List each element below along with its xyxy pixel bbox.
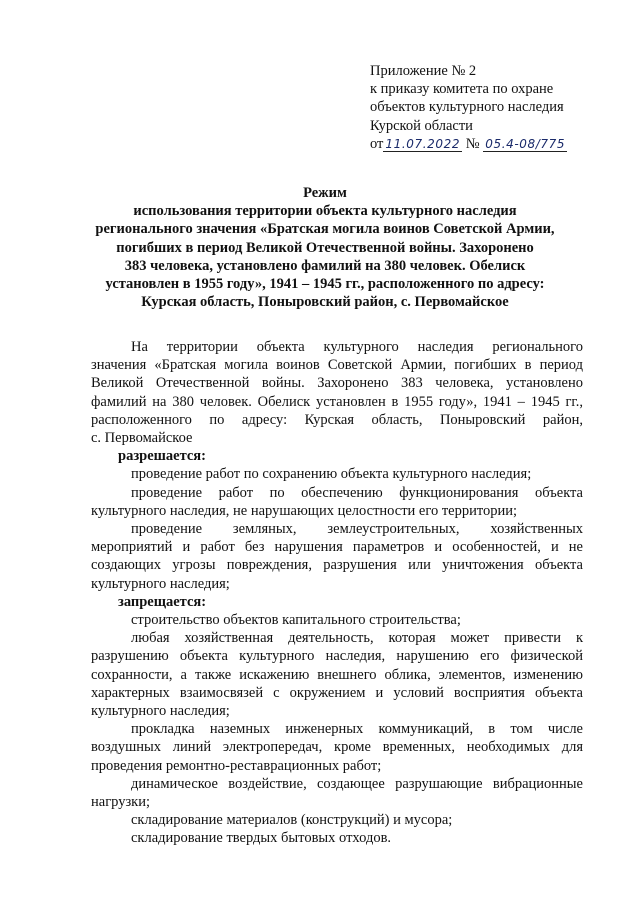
title-line: установлен в 1955 году», 1941 – 1945 гг., расположенного по адресу:: [105, 276, 545, 293]
allowed-item-1: проведение работ по сохранению объекта культурного наследия;: [131, 466, 532, 483]
forbidden-item-4: динамическое воздействие, создающее разрушающие вибрационные: [131, 775, 583, 792]
intro-line: фамилий на 380 человек. Обелиск установлен в 1955 году», 1941 – 1945 гг.,: [91, 393, 583, 410]
forbidden-item-5: складирование материалов (конструкций) и мусора;: [131, 812, 453, 829]
allowed-item-3: проведение земляных, землеустроительных, хозяйственных: [131, 521, 583, 538]
intro-line: Великой Отечественной войны. Захоронено 383 человека, установлено: [91, 375, 583, 392]
title-line: погибших в период Великой Отечественной войны. Захоронено: [116, 239, 534, 256]
forbidden-heading: запрещается:: [118, 593, 207, 610]
allowed-item-3-cont: создающих угрозы повреждения, разрушения или уничтожения объекта: [91, 557, 583, 574]
allowed-item-3-cont: культурного наследия;: [91, 575, 230, 592]
intro-line: На территории объекта культурного наследия регионального: [131, 339, 583, 355]
intro-line: с. Первомайское: [91, 430, 193, 447]
intro-line: расположенного по адресу: Курская область, Поныровский район,: [91, 411, 583, 428]
allowed-item-3-cont: мероприятий и работ без нарушения параметров и особенностей, и не: [91, 539, 583, 556]
forbidden-item-2-cont: разрушению объекта культурного наследия, нарушению его физической: [91, 648, 583, 665]
forbidden-item-2-cont: культурного наследия;: [91, 703, 230, 720]
handwritten-number: 05.4-08/775: [485, 136, 566, 151]
allowed-item-2-cont: культурного наследия, не нарушающих целостности его территории;: [91, 502, 518, 519]
title-line: 383 человека, установлено фамилий на 380 человек. Обелиск: [124, 257, 526, 274]
title-line: Курская область, Поныровский район, с. Первомайское: [141, 294, 509, 311]
appendix-line: Курской области: [370, 117, 473, 134]
appendix-header: [370, 62, 620, 153]
forbidden-item-3-cont: проведения ремонтно-реставрационных работ;: [91, 757, 382, 774]
appendix-line: объектов культурного наследия: [370, 99, 564, 116]
document-body: [91, 338, 583, 848]
title-line: регионального значения «Братская могила воинов Советской Армии,: [95, 221, 555, 238]
forbidden-item-2-cont: характерных взаимосвязей с окружением и условий восприятия объекта: [91, 684, 583, 701]
document-title: [80, 184, 570, 311]
from-prefix: от: [370, 135, 384, 152]
forbidden-item-3-cont: воздушных линий электропередач, кроме временных, необходимых для: [91, 739, 583, 756]
forbidden-item-2: любая хозяйственная деятельность, которая может привести к: [131, 630, 583, 647]
forbidden-item-3: прокладка наземных инженерных коммуникаций, в том числе: [131, 721, 583, 738]
allowed-heading: разрешается:: [118, 448, 206, 465]
allowed-item-2: проведение работ по обеспечению функционирования объекта: [131, 484, 583, 501]
forbidden-item-1: строительство объектов капитального строительства;: [131, 612, 461, 629]
handwritten-date: 11.07.2022: [385, 136, 461, 151]
appendix-line: к приказу комитета по охране: [370, 81, 554, 98]
intro-line: значения «Братская могила воинов Советской Армии, погибших в период: [91, 357, 583, 374]
appendix-line: Приложение № 2: [370, 63, 477, 79]
number-sign: №: [465, 135, 480, 152]
forbidden-item-4-cont: нагрузки;: [91, 794, 151, 811]
title-line: использования территории объекта культурного наследия: [133, 203, 517, 220]
title-line: Режим: [303, 185, 347, 201]
forbidden-item-6: складирование твердых бытовых отходов.: [131, 830, 392, 847]
forbidden-item-2-cont: сохранности, а также искажению внешнего облика, элементов, изменению: [91, 666, 583, 683]
order-date-number: [370, 135, 620, 153]
